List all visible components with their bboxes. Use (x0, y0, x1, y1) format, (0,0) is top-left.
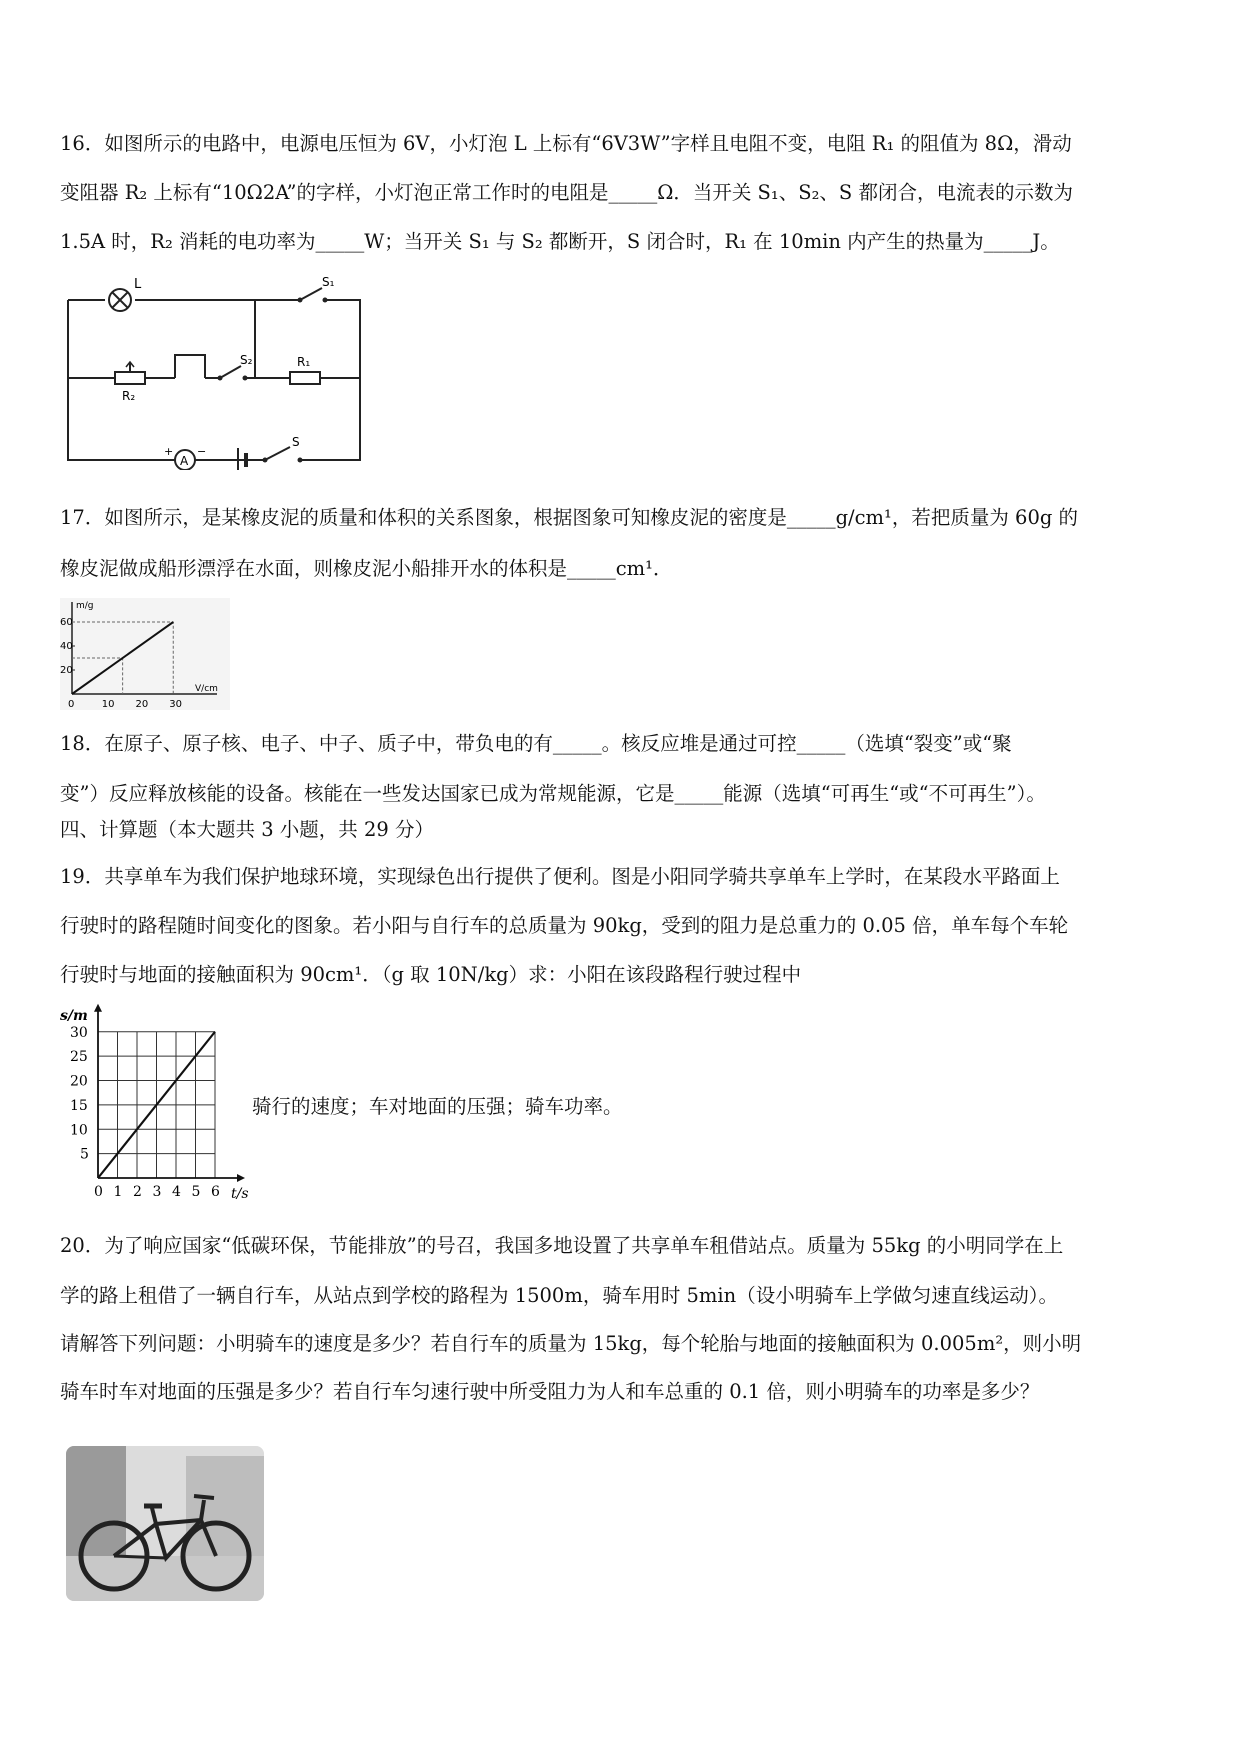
section-heading: 四、计算题（本大题共 3 小题，共 29 分） (60, 818, 435, 841)
q16-line-1: 16．如图所示的电路中，电源电压恒为 6V，小灯泡 L 上标有“6V3W”字样且电阻不变，电阻 R₁ 的阻值为 8Ω，滑动 (60, 132, 1072, 155)
resistor-r1 (290, 372, 320, 384)
circuit-diagram (60, 270, 380, 470)
x-axis-arrow (237, 1174, 245, 1182)
ammeter-minus: − (197, 445, 207, 458)
y-tick-label: 20 (70, 1073, 88, 1090)
label-s2: S₂ (240, 353, 253, 367)
q20-line-4: 骑车时车对地面的压强是多少？若自行车匀速行驶中所受阻力为人和车总重的 0.1 倍，则小明骑车的功率是多少？ (60, 1380, 1040, 1403)
q19-side-text: 骑行的速度；车对地面的压强；骑车功率。 (252, 1095, 623, 1118)
mass-volume-chart (60, 598, 230, 710)
x-tick-label: 3 (152, 1184, 162, 1200)
x-tick-label: 10 (101, 699, 115, 710)
x-axis-label: t/s (231, 1186, 249, 1202)
y-tick-label: 5 (80, 1146, 89, 1163)
y-tick-label: 60 (60, 617, 73, 628)
x-tick-label: 20 (135, 699, 149, 710)
x-tick-label: 0 (94, 1184, 103, 1200)
y-tick-label: 20 (60, 665, 73, 676)
q19-line-2: 行驶时的路程随时间变化的图象。若小阳与自行车的总质量为 90kg，受到的阻力是总重力的 0.05 倍，单车每个车轮 (60, 914, 1069, 937)
x-tick-label: 0 (68, 699, 75, 710)
x-tick-label: 4 (172, 1184, 181, 1200)
q16-line-2: 变阻器 R₂ 上标有“10Ω2A”的字样，小灯泡正常工作时的电阻是_____Ω．当开关 S₁、S₂、S 都闭合，电流表的示数为 (60, 181, 1073, 204)
q18-line-2: 变”）反应释放核能的设备。核能在一些发达国家已成为常规能源，它是_____能源（选填“可再生“或“不可再生”）。 (60, 782, 1046, 805)
q19-line-1: 19．共享单车为我们保护地球环境，实现绿色出行提供了便利。图是小阳同学骑共享单车上学时，在某段水平路面上 (60, 865, 1060, 888)
x-tick-label: 2 (133, 1184, 142, 1200)
distance-time-chart (60, 998, 260, 1208)
battery-symbol (210, 448, 265, 470)
rheostat-r2 (115, 358, 175, 384)
label-s: S (292, 435, 300, 449)
q17-line-1: 17．如图所示，是某橡皮泥的质量和体积的关系图象，根据图象可知橡皮泥的密度是_____g/cm¹，若把质量为 60g 的 (60, 506, 1079, 529)
ammeter-plus: + (164, 445, 174, 458)
ammeter-label: A (180, 454, 189, 468)
lamp-symbol (109, 289, 131, 311)
q20-line-3: 请解答下列问题：小明骑车的速度是多少？若自行车的质量为 15kg，每个轮胎与地面的接触面积为 0.005m²，则小明 (60, 1332, 1082, 1355)
y-tick-label: 10 (70, 1122, 88, 1139)
y-tick-label: 40 (60, 641, 73, 652)
x-tick-label: 5 (191, 1184, 201, 1200)
y-axis-label: m/g (76, 601, 94, 611)
y-axis-label: s/m (60, 1007, 88, 1024)
y-tick-label: 15 (70, 1097, 88, 1114)
q20-line-1: 20．为了响应国家“低碳环保，节能排放”的号召，我国多地设置了共享单车租借站点。质量为 55kg 的小明同学在上 (60, 1234, 1064, 1257)
q17-line-2: 橡皮泥做成船形漂浮在水面，则橡皮泥小船排开水的体积是_____cm¹． (60, 557, 673, 580)
q19-line-3: 行驶时与地面的接触面积为 90cm¹．（g 取 10N/kg）求：小阳在该段路程行驶过程中 (60, 963, 802, 986)
switch-s2 (218, 366, 248, 381)
x-tick-label: 30 (169, 699, 182, 710)
bicycle-photo (66, 1446, 264, 1601)
switch-s (263, 447, 303, 463)
y-axis-arrow (94, 1004, 102, 1012)
q20-line-2: 学的路上租借了一辆自行车，从站点到学校的路程为 1500m，骑车用时 5min（设小明骑车上学做匀速直线运动）。 (60, 1284, 1058, 1307)
x-tick-label: 6 (211, 1184, 220, 1200)
label-r1: R₁ (297, 355, 311, 369)
q18-line-1: 18．在原子、原子核、电子、中子、质子中，带负电的有_____。核反应堆是通过可控_____（选填“裂变”或“聚 (60, 732, 1012, 755)
label-r2: R₂ (122, 389, 136, 403)
label-s1: S₁ (322, 275, 335, 289)
label-L: L (134, 277, 142, 292)
switch-s1 (298, 288, 328, 303)
q16-line-3: 1.5A 时，R₂ 消耗的电功率为_____W；当开关 S₁ 与 S₂ 都断开，S 闭合时，R₁ 在 10min 内产生的热量为_____J。 (60, 230, 1060, 253)
y-tick-label: 30 (70, 1024, 88, 1041)
y-tick-label: 25 (70, 1049, 88, 1066)
x-tick-label: 1 (113, 1184, 123, 1200)
x-axis-label: V/cm (195, 684, 218, 694)
